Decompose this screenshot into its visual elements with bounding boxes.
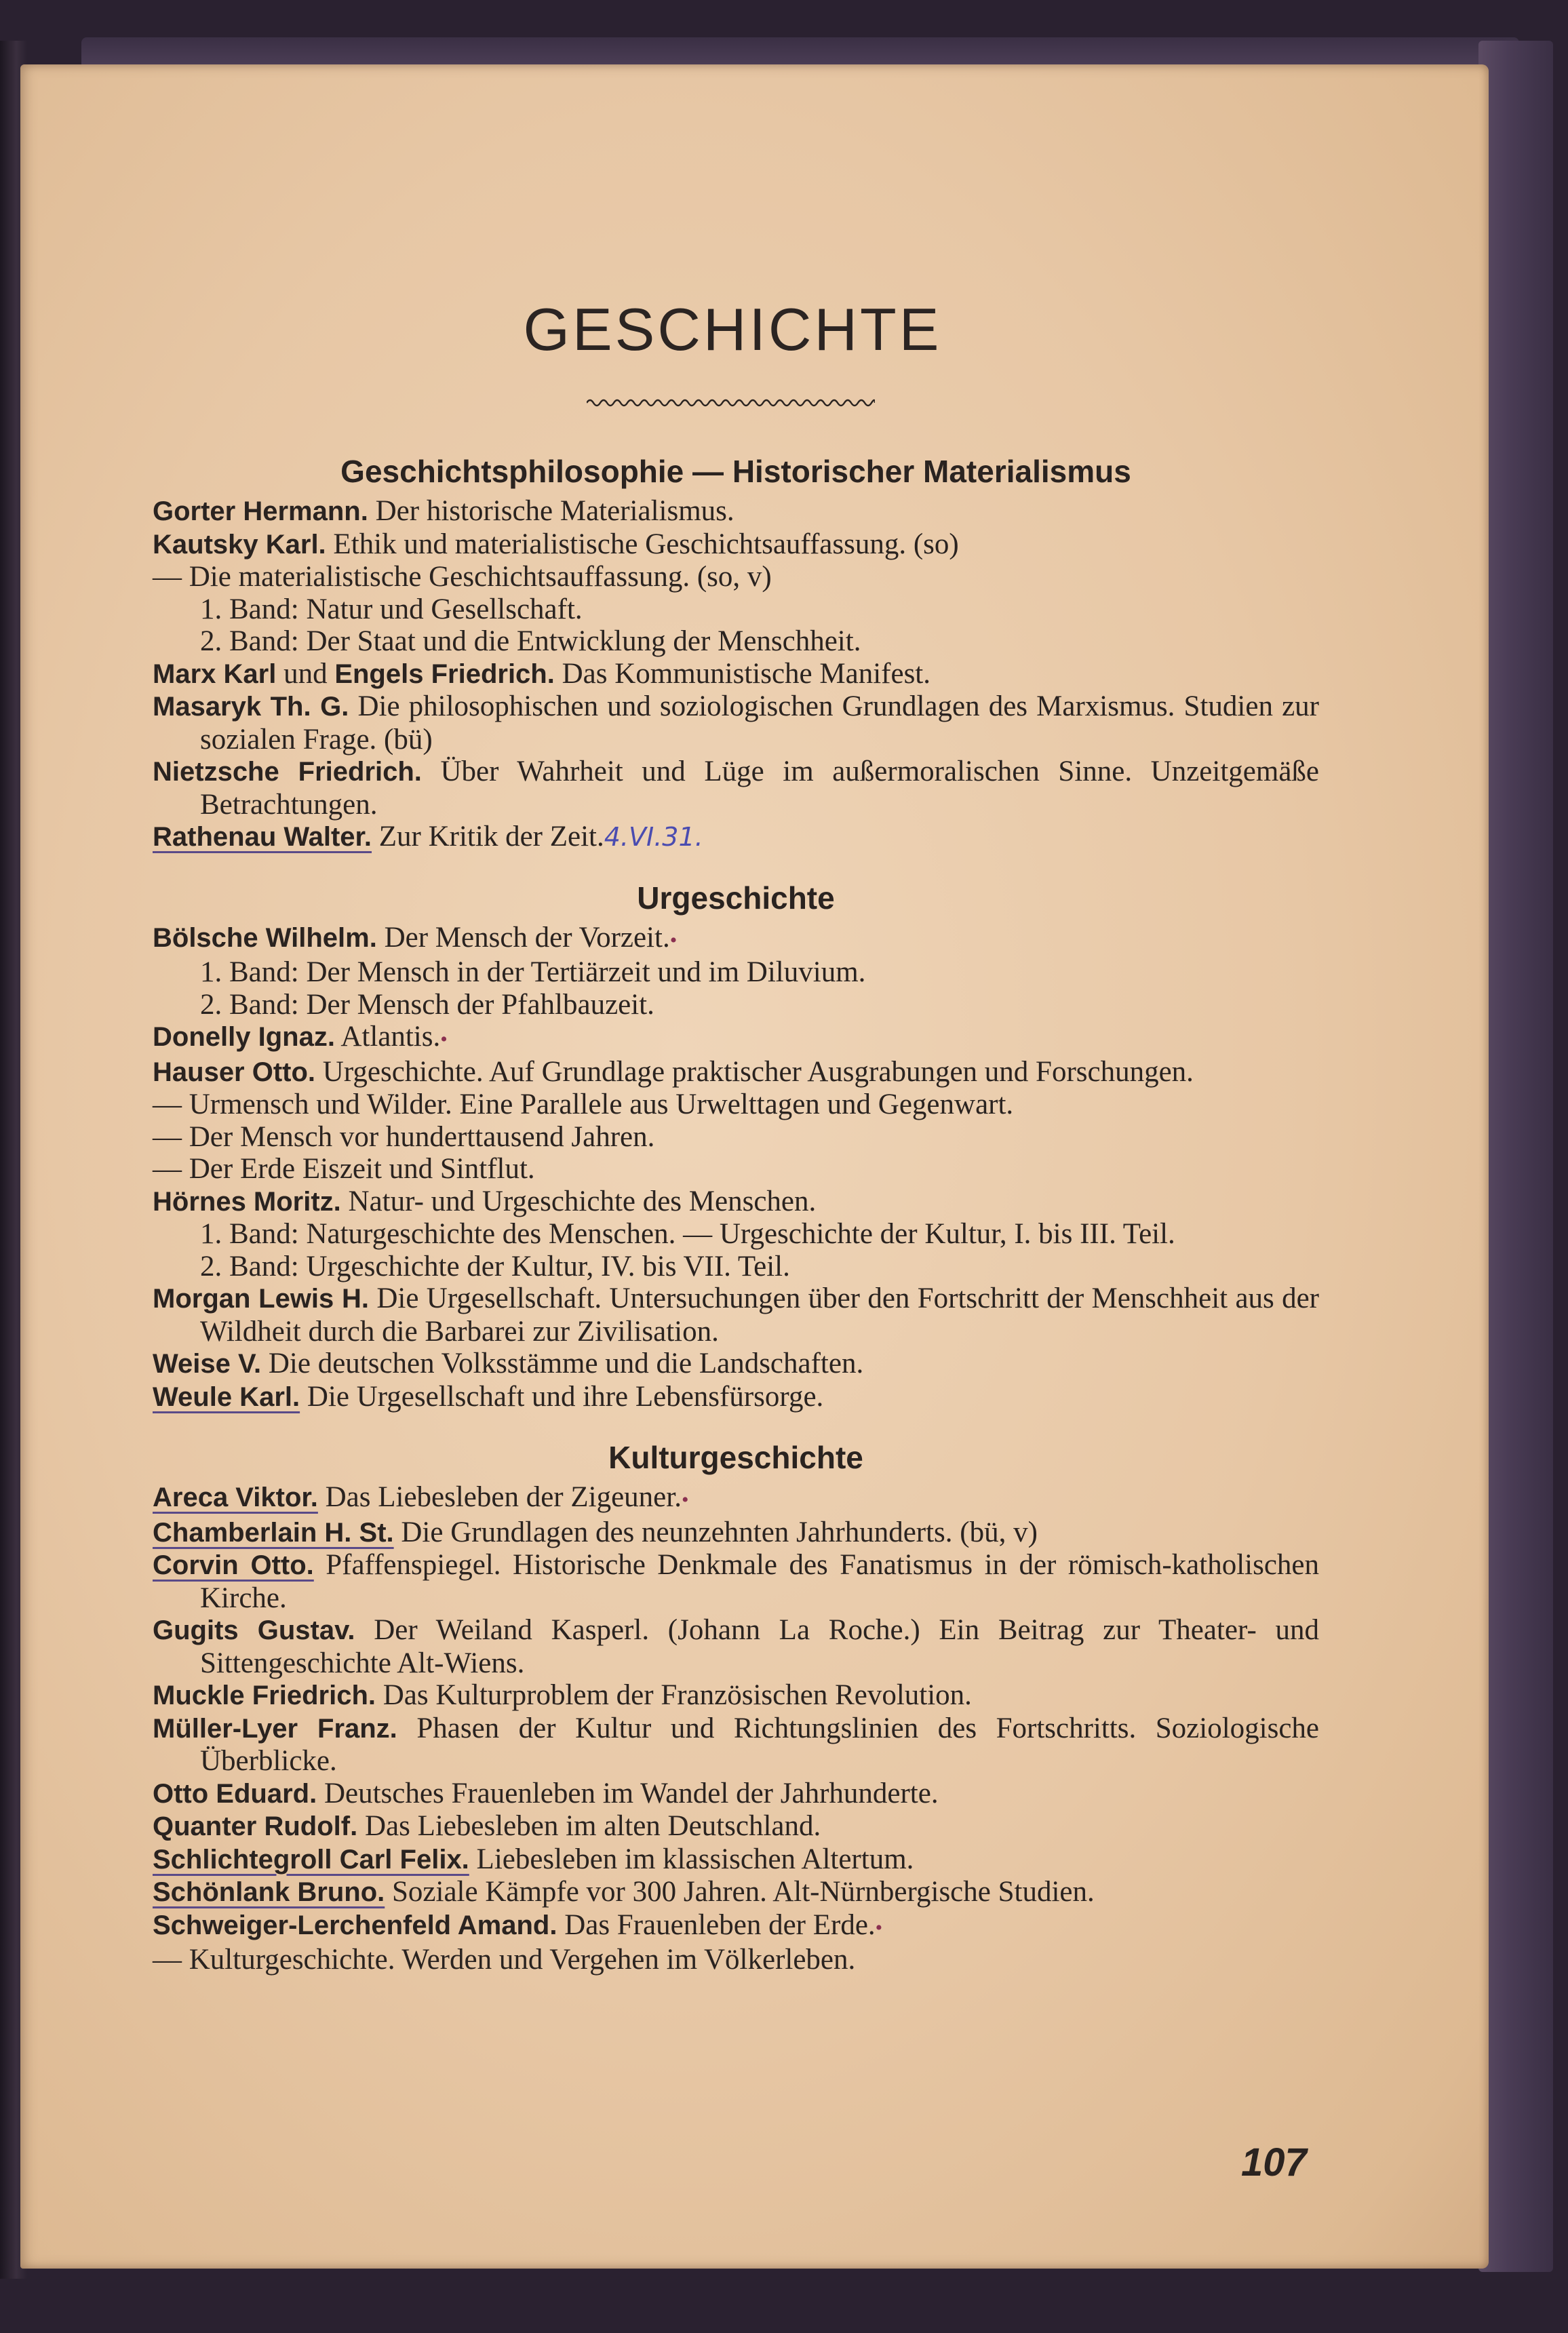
entry-title: Die Urgesellschaft. Untersuchungen über den Fortschritt der Menschheit aus der Wildheit durch die Barbarei zur Zivilisation.	[200, 1282, 1320, 1348]
book-page	[20, 64, 1489, 2269]
entry-author: Nietzsche Friedrich.	[153, 757, 422, 787]
entry-author: Bölsche Wilhelm.	[153, 922, 377, 953]
catalog-entry	[153, 1153, 1319, 1185]
entry-title: und	[276, 657, 335, 690]
entry-title: Die deutschen Volksstämme und die Landschaften.	[261, 1348, 864, 1379]
catalog-entry	[153, 690, 1319, 756]
entry-title: Deutsches Frauenleben im Wandel der Jahrhunderte.	[317, 1777, 939, 1809]
catalog-entry	[153, 1810, 1319, 1843]
entry-author: Gugits Gustav.	[153, 1615, 355, 1645]
catalog-entry	[153, 1549, 1319, 1614]
entry-author: Schönlank Bruno.	[153, 1877, 385, 1907]
catalog-entry	[153, 593, 1319, 626]
catalog-entry	[153, 1876, 1319, 1909]
entry-author: Hörnes Moritz.	[153, 1186, 341, 1217]
catalog-entry	[153, 1218, 1319, 1251]
catalog-entry	[153, 956, 1319, 989]
ornament-divider	[587, 397, 875, 409]
entry-author: Hauser Otto.	[153, 1057, 316, 1087]
catalog-entry	[153, 821, 1319, 854]
entry-author: Gorter Hermann.	[153, 496, 368, 526]
entry-title: — Die materialistische Geschichtsauffassung. (so, v)	[153, 561, 772, 593]
entry-title: Der Weiland Kasperl. (Johann La Roche.) Ein Beitrag zur Theater- und Sittengeschichte Alt-Wiens.	[200, 1614, 1319, 1679]
catalog-entry	[153, 989, 1319, 1021]
entry-title: Natur- und Urgeschichte des Menschen.	[340, 1185, 817, 1217]
catalog-entry	[153, 1282, 1319, 1348]
catalog-entry	[153, 1348, 1319, 1381]
section-heading: Urgeschichte	[637, 880, 835, 916]
catalog-entry	[153, 1185, 1319, 1219]
catalog-entry	[153, 1944, 1319, 1976]
entry-title: Liebesleben im klassischen Altertum.	[469, 1843, 914, 1875]
catalog-entry	[153, 1909, 1319, 1944]
catalog-entry	[153, 495, 1319, 528]
catalog-entry	[153, 1121, 1319, 1154]
catalog-entry	[153, 658, 1319, 691]
entry-author: Areca Viktor.	[153, 1483, 318, 1512]
entry-title: Der historische Materialismus.	[368, 495, 734, 527]
entry-title: 2. Band: Urgeschichte der Kultur, IV. bis VII. Teil.	[200, 1250, 790, 1282]
section-heading: Geschichtsphilosophie — Historischer Materialismus	[340, 454, 1131, 489]
entry-author: Weise V.	[153, 1349, 262, 1379]
entry-title: 2. Band: Der Mensch der Pfahlbauzeit.	[200, 988, 654, 1021]
entry-title: 1. Band: Naturgeschichte des Menschen. — Urgeschichte der Kultur, I. bis III. Teil.	[200, 1218, 1175, 1250]
catalog-content	[153, 448, 1319, 1976]
entry-title: Das Liebesleben der Zigeuner.	[317, 1481, 682, 1513]
entry-author: Chamberlain H. St.	[153, 1517, 394, 1548]
entry-author: Morgan Lewis H.	[153, 1284, 369, 1314]
entry-title: Urgeschichte. Auf Grundlage praktischer Ausgrabungen und Forschungen.	[315, 1055, 1194, 1088]
entry-author: Quanter Rudolf.	[153, 1811, 358, 1841]
entry-title: Der Mensch der Vorzeit.	[376, 921, 670, 954]
entry-title: Ethik und materialistische Geschichtsauffassung. (so)	[326, 528, 959, 560]
entry-title: — Der Erde Eiszeit und Sintflut.	[153, 1153, 535, 1185]
entry-author: Muckle Friedrich.	[153, 1681, 376, 1710]
entry-title: Atlantis.	[334, 1021, 441, 1053]
entry-title: 1. Band: Natur und Gesellschaft.	[200, 593, 583, 625]
entry-author: Corvin Otto.	[153, 1550, 314, 1580]
entry-title: 2. Band: Der Staat und die Entwicklung der Menschheit.	[200, 625, 861, 657]
entry-title: 1. Band: Der Mensch in der Tertiärzeit und im Diluvium.	[200, 956, 866, 988]
catalog-entry	[153, 625, 1319, 658]
ink-mark: •	[681, 1489, 689, 1511]
entry-author: Weule Karl.	[153, 1381, 300, 1412]
catalog-entry	[153, 1251, 1319, 1283]
entry-title: Phasen der Kultur und Richtungslinien des Fortschritts. Soziologische Überblicke.	[200, 1712, 1319, 1777]
catalog-entry	[153, 528, 1319, 562]
entry-title: Zur Kritik der Zeit.	[372, 821, 604, 852]
catalog-entry	[153, 1712, 1319, 1778]
entry-title: Über Wahrheit und Lüge im außermoralischen Sinne. Unzeitgemäße Betrachtungen.	[200, 756, 1319, 821]
entry-title: Das Kommunistische Manifest.	[554, 657, 930, 690]
entry-title: Soziale Kämpfe vor 300 Jahren. Alt-Nürnbergische Studien.	[385, 1876, 1095, 1908]
catalog-entry	[153, 1481, 1319, 1516]
entry-author: Kautsky Karl.	[153, 529, 326, 560]
entry-title: — Kulturgeschichte. Werden und Vergehen im Völkerleben.	[153, 1944, 856, 1976]
entry-author: Schlichtegroll Carl Felix.	[153, 1844, 469, 1875]
entry-author: Rathenau Walter.	[153, 822, 372, 852]
entry-title: Das Liebesleben im alten Deutschland.	[357, 1810, 821, 1842]
catalog-entry	[153, 1381, 1319, 1414]
catalog-entry	[153, 922, 1319, 957]
entry-title: Pfaffenspiegel. Historische Denkmale des Fanatismus in der römisch-katholischen Kirche.	[200, 1549, 1319, 1614]
ink-mark: •	[440, 1028, 448, 1051]
catalog-entry	[153, 756, 1319, 821]
entry-title: Das Kulturproblem der Französischen Revolution.	[375, 1679, 972, 1711]
catalog-entry	[153, 1516, 1319, 1550]
catalog-entry	[153, 1679, 1319, 1712]
catalog-entry	[153, 1056, 1319, 1089]
entry-title: — Der Mensch vor hunderttausend Jahren.	[153, 1120, 655, 1153]
ink-mark: •	[669, 928, 678, 952]
entry-title: Das Frauenleben der Erde.	[557, 1908, 876, 1941]
ink-mark: •	[875, 1916, 883, 1939]
entry-author: Schweiger-Lerchenfeld Amand.	[153, 1910, 557, 1940]
catalog-entry	[153, 1021, 1319, 1056]
handwritten-date-note: 4.VI.31.	[604, 822, 703, 852]
entry-title: — Urmensch und Wilder. Eine Parallele aus Urwelttagen und Gegenwart.	[153, 1089, 1014, 1120]
entry-author: Engels Friedrich.	[334, 659, 555, 689]
entry-title: Die philosophischen und soziologischen Grundlagen des Marxismus. Studien zur sozialen Frage. (bü)	[200, 690, 1319, 756]
entry-author: Marx Karl	[153, 659, 277, 689]
catalog-entry	[153, 1843, 1319, 1877]
book-cover-right	[1478, 41, 1553, 2272]
entry-title: Die Urgesellschaft und ihre Lebensfürsorge.	[300, 1380, 824, 1413]
page-title: GESCHICHTE	[523, 296, 942, 363]
entry-author: Donelly Ignaz.	[153, 1022, 335, 1052]
catalog-entry	[153, 1778, 1319, 1811]
catalog-entry	[153, 561, 1319, 593]
section-heading: Kulturgeschichte	[608, 1440, 863, 1475]
entry-author: Otto Eduard.	[153, 1778, 317, 1809]
entry-title: Die Grundlagen des neunzehnten Jahrhunderts. (bü, v)	[393, 1516, 1038, 1548]
catalog-entry	[153, 1614, 1319, 1679]
entry-author: Müller-Lyer Franz.	[153, 1713, 397, 1744]
catalog-entry	[153, 1089, 1319, 1121]
page-number: 107	[1241, 2140, 1307, 2184]
entry-author: Masaryk Th. G.	[153, 692, 349, 722]
